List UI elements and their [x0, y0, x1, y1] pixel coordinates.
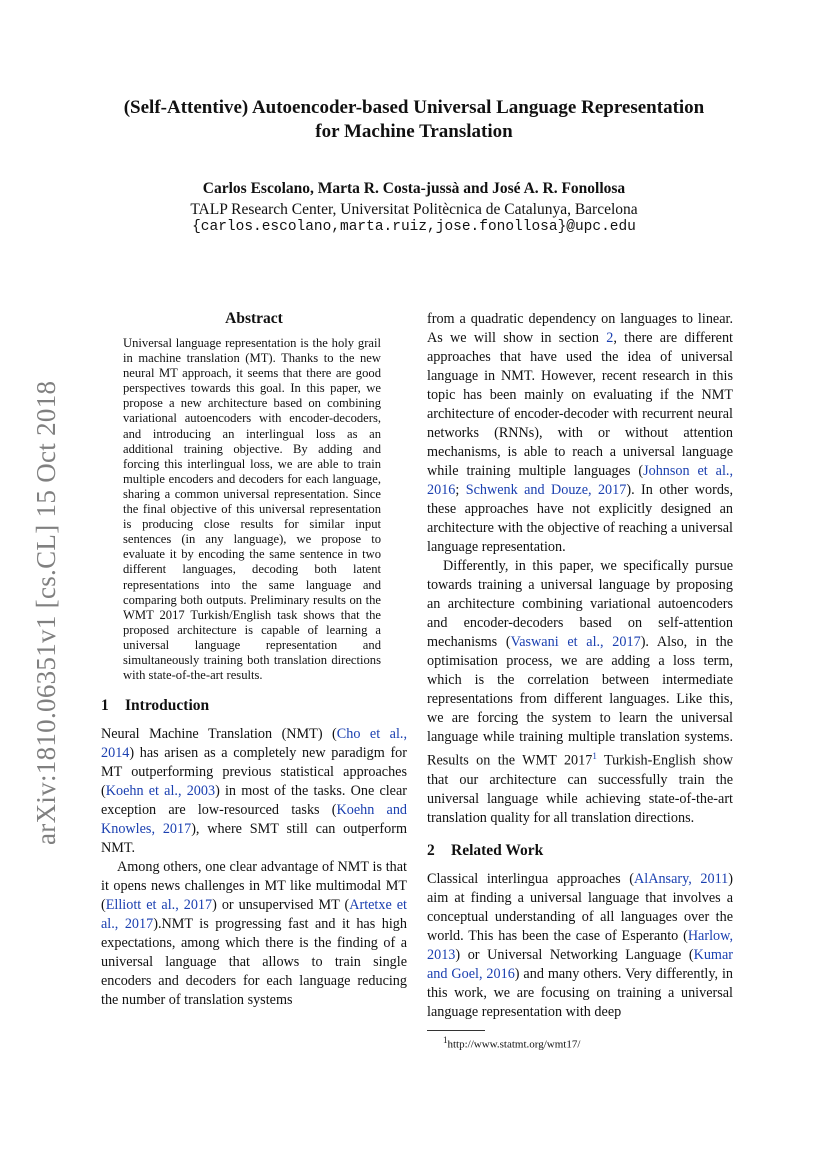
text-run: ).NMT is progressing fast and it has high expectations, among which there is the finding of a universal language that allows to train single encoders and decoders for each language reducing the number of translation systems — [101, 916, 407, 1009]
text-run: ) has arisen as a completely new paradigm for MT outperforming previous statistical approaches ( — [101, 745, 407, 800]
affiliation: TALP Research Center, Universitat Politècnica de Catalunya, Barcelona — [190, 201, 638, 218]
text-run: ) or Universal Networking Language ( — [455, 946, 694, 963]
left-column — [101, 310, 407, 1010]
arxiv-identifier: arXiv:1810.06351v1 [cs.CL] 15 Oct 2018 — [31, 380, 61, 845]
intro-paragraph-1 — [101, 725, 407, 858]
section-heading-introduction — [101, 697, 407, 715]
citation-link[interactable]: Koehn and Knowles, 2017 — [101, 802, 408, 838]
citation-link[interactable]: Johnson et al., 2016 — [427, 463, 733, 498]
footnote — [427, 1035, 733, 1051]
text-run: Differently, in this paper, we specifically pursue towards training a universal language by proposing an architecture combining variational autoencoders and encoder-decoders based on self-attention mechanisms ( — [427, 558, 733, 650]
text-run: , there are different approaches that have used the idea of universal language in NMT. However, recent research in this topic has been mainly on evaluating if the NMT architecture of encoder-decoder with recurrent neural networks (RNNs), with or without attention mechanisms, is able to reach a universal language while training multiple languages ( — [427, 330, 733, 479]
citation-link[interactable]: Artetxe et al., 2017 — [101, 897, 407, 933]
text-run: ) aim at finding a universal language that involves a conceptual understanding of all languages over the world. This has been the case of Esperanto ( — [427, 870, 734, 944]
citation-link[interactable]: Cho et al., 2014 — [101, 726, 407, 762]
text-run: ) in most of the tasks. One clear exception are low-resourced tasks ( — [101, 783, 407, 819]
citation-link[interactable]: AlAnsary, 2011 — [634, 870, 729, 887]
text-run: Turkish-English show that our architecture can successfully train the universal language while achieving state-of-the-art translation quality for all translation directions. — [427, 752, 733, 826]
section-title: Introduction — [125, 697, 210, 715]
text-run: ). Also, in the optimisation process, we are adding a loss term, which is the correlation between intermediate representations from different languages. Like this, we are forcing the system to learn the universal language while training multiple translation systems. Results on the WMT 2017 — [427, 634, 733, 769]
text-run: ; — [455, 482, 466, 498]
author-emails: {carlos.escolano,marta.ruiz,jose.fonollosa}@upc.edu — [192, 219, 636, 235]
footnote-url[interactable]: http://www.statmt.org/wmt17/ — [447, 1038, 581, 1051]
citation-link[interactable]: Schwenk and Douze, 2017 — [465, 482, 627, 498]
footnote-mark: 1 — [443, 1034, 448, 1045]
intro-paragraph-4 — [427, 557, 733, 828]
text-run: ) or unsupervised MT ( — [212, 897, 350, 914]
related-paragraph-1 — [427, 870, 733, 1022]
text-run: from a quadratic dependency on languages to linear. As we will show in section — [427, 311, 733, 346]
citation-link[interactable]: Kumar and Goel, 2016 — [427, 946, 733, 982]
text-run: Neural Machine Translation (NMT) ( — [101, 726, 337, 743]
title-line-1: (Self-Attentive) Autoencoder-based Universal Language Representation — [123, 97, 705, 118]
citation-link[interactable]: Vaswani et al., 2017 — [510, 634, 641, 650]
paper-title — [0, 96, 828, 144]
citation-link[interactable]: 2 — [606, 330, 614, 346]
abstract-text: Universal language representation is the holy grail in machine translation (MT). Thanks to the new neural MT approach, it seems that there are good perspectives towards this goal. In this paper, we propose a new architecture based on combining variational autoencoders with encoder-decoders, and introducing an interlingual loss as an additional training objective. By adding and forcing this interlingual loss, we are able to train multiple encoders and decoders for each language, sharing a common universal representation. Since the final objective of this universal representation is producing close results for similar input sentences (in any language), we propose to evaluate it by encoding the same sentence in two different languages, decoding both latent representations into the same language and comparing both outputs. Preliminary results on the WMT 2017 Turkish/English task shows that the proposed architecture is capable of learning a universal language representation and simultaneously training both translation directions with state-of-the-art results. — [123, 336, 381, 683]
right-column — [427, 310, 733, 1050]
abstract-heading: Abstract — [225, 310, 283, 327]
footnote-reference[interactable]: 1 — [592, 751, 597, 761]
text-run: ) and many others. Very differently, in this work, we are focusing on training a universal language representation with deep — [427, 965, 733, 1020]
section-number: 2 — [427, 841, 435, 859]
text-run: Classical interlingua approaches ( — [427, 870, 635, 887]
text-run: ), where SMT still can outperform NMT. — [101, 821, 407, 857]
citation-link[interactable]: Elliott et al., 2017 — [105, 897, 213, 914]
section-number: 1 — [101, 697, 109, 715]
intro-paragraph-3 — [427, 310, 733, 557]
citation-link[interactable]: Koehn et al., 2003 — [105, 783, 216, 800]
authors: Carlos Escolano, Marta R. Costa-jussà and José A. R. Fonollosa — [202, 180, 626, 197]
citation-link[interactable]: Harlow, 2013 — [427, 927, 733, 963]
section-heading-related-work — [427, 842, 733, 860]
footnote-rule — [427, 1030, 485, 1031]
intro-paragraph-2 — [101, 858, 407, 1010]
text-run: ). In other words, these approaches have not explicitly designed an architecture with the objective of reaching a universal language representation. — [427, 482, 733, 555]
text-run: Among others, one clear advantage of NMT is that it opens news challenges in MT like multimodal MT ( — [101, 859, 407, 914]
section-title: Related Work — [451, 841, 544, 859]
title-line-2: for Machine Translation — [315, 121, 513, 142]
